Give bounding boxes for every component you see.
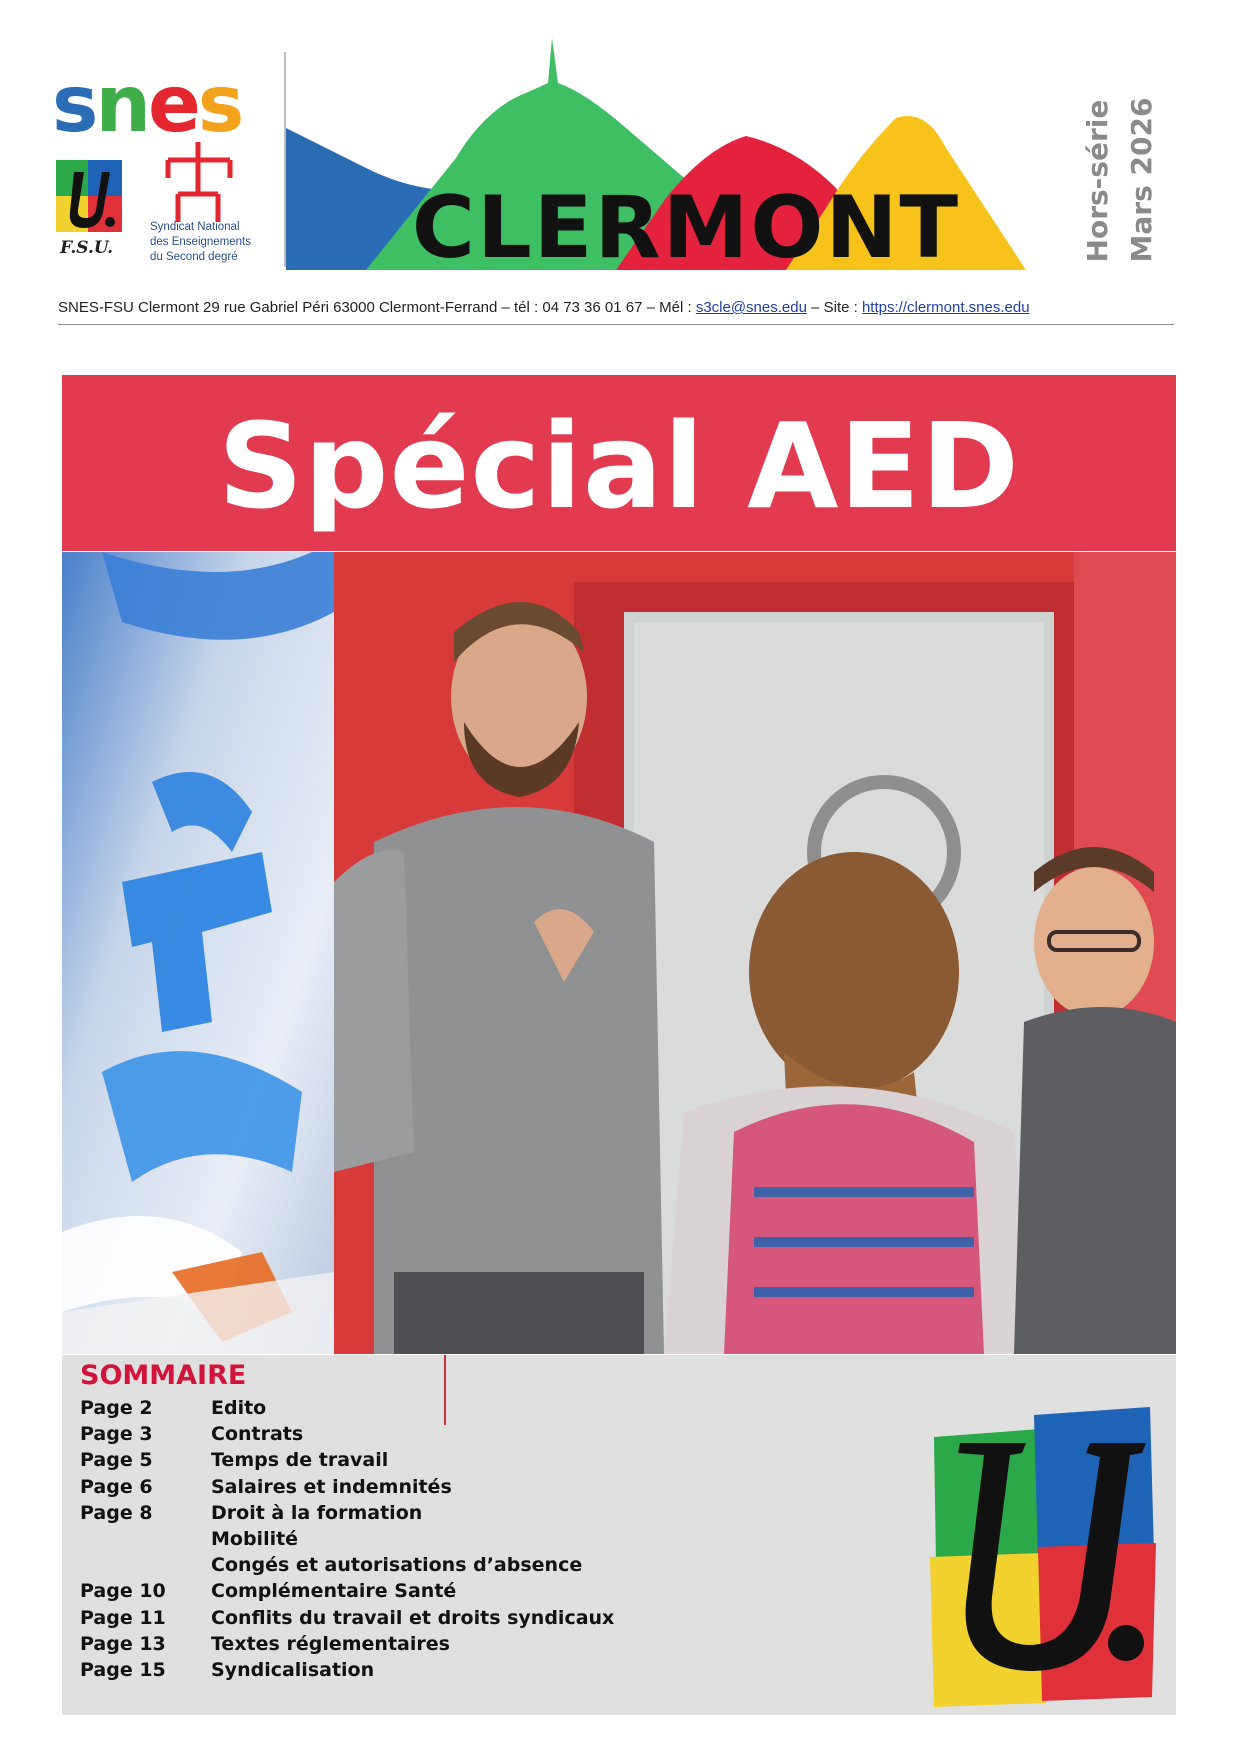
sommaire-heading: SOMMAIRE	[80, 1360, 247, 1391]
toc-label: Mobilité	[211, 1527, 299, 1550]
toc-row[interactable]	[80, 1657, 614, 1683]
toc-row[interactable]	[80, 1605, 614, 1631]
header-rule	[58, 324, 1174, 325]
toc-label: Edito	[211, 1397, 267, 1419]
table-of-contents	[80, 1395, 614, 1683]
toc-page: Page 3	[80, 1423, 153, 1446]
toc-page: Page 13	[80, 1632, 166, 1655]
flag-photo	[62, 552, 334, 1354]
snes-tagline: Syndicat National des Enseignements du Second degré	[150, 221, 252, 263]
email-link[interactable]: s3cle@snes.edu	[695, 299, 807, 316]
toc-row[interactable]	[80, 1500, 614, 1526]
toc-row[interactable]	[80, 1526, 614, 1552]
toc-page: Page 6	[80, 1475, 153, 1498]
site-link[interactable]: https://clermont.snes.edu	[861, 299, 1030, 316]
stick-figure-icon	[156, 138, 246, 228]
fsu-logo-icon	[930, 1407, 1156, 1707]
toc-label: Salaires et indemnités	[211, 1475, 452, 1498]
fsu-label: F.S.U.	[60, 238, 114, 258]
toc-page: Page 5	[80, 1449, 153, 1472]
title-band	[62, 375, 1176, 551]
toc-label: Syndicalisation	[211, 1658, 375, 1681]
clermont-banner	[286, 38, 1026, 278]
toc-page: Page 11	[80, 1606, 166, 1629]
edition-text	[1076, 98, 1164, 263]
toc-label: Complémentaire Santé	[211, 1580, 457, 1603]
edition-box	[1075, 85, 1165, 275]
toc-row[interactable]	[80, 1552, 614, 1578]
toc-row[interactable]	[80, 1395, 614, 1421]
toc-row[interactable]	[80, 1578, 614, 1604]
snes-logo	[52, 60, 262, 275]
fsu-flag-image	[62, 552, 334, 1354]
toc-page	[80, 1526, 211, 1552]
toc-label: Textes réglementaires	[211, 1632, 450, 1655]
toc-row[interactable]	[80, 1447, 614, 1473]
toc-row[interactable]	[80, 1421, 614, 1447]
main-photo	[334, 552, 1176, 1354]
toc-page: Page 2	[80, 1397, 153, 1419]
toc-page	[80, 1552, 211, 1578]
toc-page: Page 10	[80, 1580, 166, 1603]
sommaire-box	[62, 1355, 1176, 1715]
address-line: SNES-FSU Clermont 29 rue Gabriel Péri 63000 Clermont-Ferrand – tél : 04 73 36 01 67 – Mél : s3cle@snes.edu – Site : https://clermont.snes.edu	[58, 299, 1030, 316]
fsu-small-logo-icon	[54, 158, 124, 236]
toc-label: Congés et autorisations d’absence	[211, 1554, 583, 1577]
aed-with-students-image	[334, 552, 1176, 1354]
toc-label: Contrats	[211, 1423, 304, 1446]
page-title: Spécial AED	[218, 397, 1020, 535]
toc-row[interactable]	[80, 1474, 614, 1500]
edition-type: Hors-série	[1081, 99, 1114, 263]
toc-row[interactable]	[80, 1631, 614, 1657]
snes-wordmark: snes	[52, 60, 242, 150]
toc-label: Conflits du travail et droits syndicaux	[211, 1606, 615, 1629]
clermont-title: CLERMONT	[411, 178, 961, 278]
toc-label: Temps de travail	[211, 1449, 389, 1472]
toc-page: Page 15	[80, 1658, 166, 1681]
toc-page: Page 8	[80, 1501, 153, 1524]
edition-date: Mars 2026	[1125, 97, 1158, 263]
toc-label: Droit à la formation	[211, 1501, 423, 1524]
